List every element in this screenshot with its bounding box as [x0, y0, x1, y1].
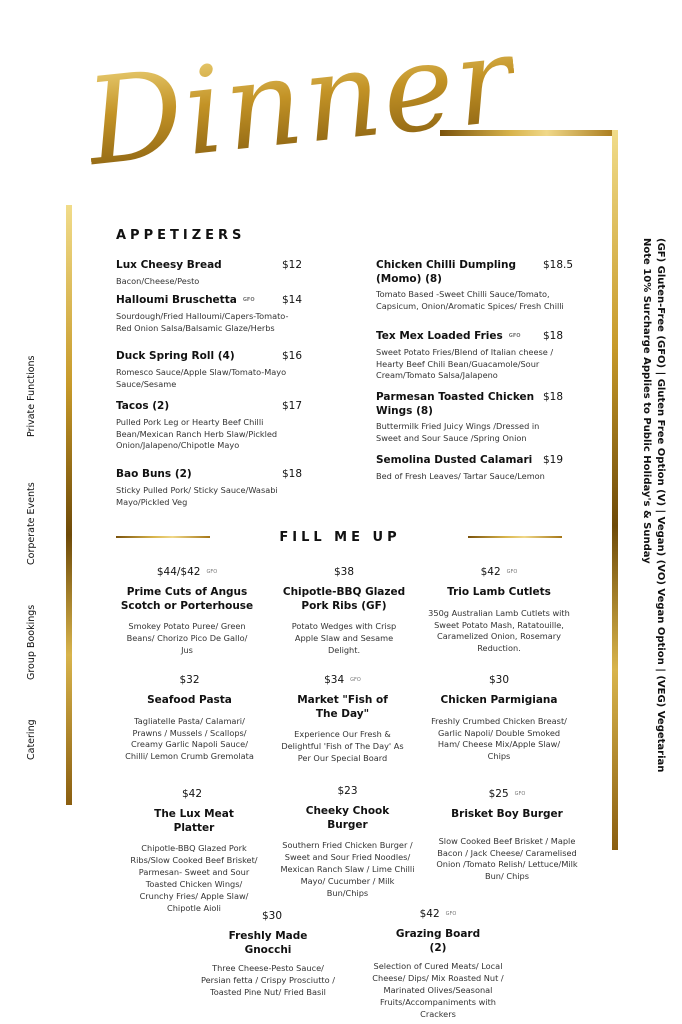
item-desc: Bacon/Cheese/Pesto: [116, 275, 200, 286]
item-desc: Experience Our Fresh & Delightful 'Fish of The Day' As Per Our Special Board: [281, 729, 404, 764]
item-price: $18: [282, 468, 303, 480]
main-item: [428, 674, 570, 763]
page-title: Dinner: [80, 10, 522, 194]
dietary-legend: [640, 238, 667, 772]
appetizer-item: [376, 330, 566, 382]
main-item: [130, 788, 258, 915]
item-desc: Three Cheese-Pesto Sauce/ Persian fetta / Crispy Prosciutto / Toasted Pine Nut/ Fried Basil: [201, 963, 335, 998]
appetizer-item: [376, 391, 566, 445]
gfo-tag: GFO: [206, 569, 218, 575]
item-price: $18: [543, 330, 564, 342]
item-price: $30: [488, 674, 510, 686]
item-price: $19: [543, 454, 564, 466]
item-desc: Sourdough/Fried Halloumi/Capers-Tomato-Red Onion Salsa/Balsamic Glaze/Herbs: [116, 310, 289, 333]
gfo-tag: GFO: [350, 677, 361, 683]
left-gold-bar: [66, 205, 72, 805]
appetizer-item: [116, 350, 301, 390]
item-price: $34: [324, 674, 345, 686]
item-name: Lux Cheesy Bread: [116, 259, 222, 271]
item-price: $14: [282, 294, 303, 306]
item-price: $44/$42: [156, 566, 201, 578]
gfo-tag: GFO: [506, 569, 518, 575]
item-desc: Buttermilk Fried Juicy Wings /Dressed in Sweet and Sour Sauce /Spring Onion: [376, 421, 540, 444]
item-desc: Tagliatelle Pasta/ Calamari/ Prawns / Mussels / Scallops/ Creamy Garlic Napoli Sauce/ Chilli/ Lemon Crumb Gremolata: [125, 715, 254, 762]
item-desc: Bed of Fresh Leaves/ Tartar Sauce/Lemon: [376, 470, 545, 481]
item-price: $42: [419, 908, 440, 920]
item-desc: Southern Fried Chicken Burger / Sweet and Sour Fried Noodles/ Mexican Ranch Slaw / Lime Chilli Mayo/ Cucumber / Milk Bun/Chips: [280, 840, 415, 898]
item-name: Seafood Pasta: [147, 694, 232, 706]
item-desc: Tomato Based -Sweet Chilli Sauce/Tomato, Capsicum, Onion/Aromatic Spices/ Fresh Chilli: [376, 289, 564, 312]
main-item: [433, 788, 581, 883]
gfo-tag: GFO: [445, 911, 457, 917]
item-desc: Sticky Pulled Pork/ Sticky Sauce/Wasabi Mayo/Pickled Veg: [116, 484, 278, 507]
gfo-tag: GFO: [514, 791, 526, 797]
item-price: $18.5: [543, 259, 574, 271]
item-name: The Lux Meat Platter: [154, 808, 234, 834]
main-item: [117, 566, 257, 657]
appetizer-item: [116, 468, 301, 508]
item-price: $32: [179, 674, 200, 686]
item-name-row: [376, 330, 566, 344]
item-desc: Potato Wedges with Crisp Apple Slaw and Sesame Delight.: [291, 621, 397, 656]
item-price: $30: [261, 910, 282, 922]
item-name: Duck Spring Roll (4): [116, 350, 235, 362]
side-item-group-bookings: Group Bookings: [26, 604, 37, 680]
main-item: [268, 566, 420, 657]
item-name: Tex Mex Loaded Fries: [376, 330, 503, 342]
item-name: Semolina Dusted Calamari: [376, 454, 533, 466]
item-desc: Freshly Crumbed Chicken Breast/ Garlic Napoli/ Double Smoked Ham/ Cheese Mix/Apple Slaw/ Chips: [431, 715, 567, 762]
appetizer-item: [116, 294, 301, 334]
appetizers-heading: APPETIZERS: [116, 228, 246, 243]
price-row: [424, 566, 574, 578]
item-desc: Selection of Cured Meats/ Local Cheese/ Dips/ Mix Roasted Nut / Marinated Olives/Seasonal Fruits/Accompaniments with Crackers: [372, 961, 504, 1019]
item-price: $42: [182, 788, 203, 800]
price-row: [117, 566, 257, 578]
item-name: Bao Buns (2): [116, 468, 192, 480]
item-name: Halloumi Bruschetta: [116, 294, 237, 306]
item-name: Chipotle-BBQ Glazed Pork Ribs (GF): [282, 586, 406, 612]
side-item-private-functions: Private Functions: [26, 355, 37, 437]
divider-right: [468, 536, 562, 538]
item-name: Grazing Board (2): [395, 928, 481, 954]
item-price: $17: [282, 400, 303, 412]
main-item: [122, 674, 257, 763]
item-desc: 350g Australian Lamb Cutlets with Sweet Potato Mash, Ratatouille, Caramelized Onion, Rosemary Reduction.: [428, 607, 570, 654]
divider-left: [116, 536, 210, 538]
side-item-catering: Catering: [26, 719, 37, 760]
item-price: $12: [282, 259, 303, 271]
item-name: Freshly Made Gnocchi: [228, 930, 308, 956]
item-name-row: [116, 294, 301, 308]
price-row: [365, 908, 511, 920]
item-name: Chicken Chilli Dumpling (Momo) (8): [376, 259, 517, 285]
item-name: Brisket Boy Burger: [451, 808, 563, 820]
item-name: Chicken Parmigiana: [440, 694, 558, 706]
item-price: $42: [480, 566, 501, 578]
item-name: Trio Lamb Cutlets: [447, 586, 551, 598]
item-price: $25: [488, 788, 509, 800]
side-item-corporate-events: Corperate Events: [26, 482, 37, 565]
item-price: $23: [337, 785, 358, 797]
main-item: [365, 908, 511, 1021]
item-name: Parmesan Toasted Chicken Wings (8): [376, 391, 535, 417]
item-desc: Chipotle-BBQ Glazed Pork Ribs/Slow Cooked Beef Brisket/ Parmesan- Sweet and Sour Toasted Chicken Wings/ Crunchy Fries/ Apple Slaw/ Chipotle Aioli: [130, 843, 258, 913]
surcharge-note: Note 10% Surcharge Applies to Public Holiday's & Sunday: [641, 238, 653, 564]
main-item: [280, 785, 415, 900]
item-desc: Romesco Sauce/Apple Slaw/Tomato-Mayo Sauce/Sesame: [116, 366, 287, 389]
item-desc: Sweet Potato Fries/Blend of Italian cheese / Hearty Beef Chili Bean/Guacamole/Sour Cream/Tomato Salsa/Jalapeno: [376, 346, 554, 381]
item-price: $38: [333, 566, 355, 578]
appetizer-item: [116, 400, 301, 452]
item-name: Prime Cuts of Angus Scotch or Porterhouse: [120, 586, 254, 612]
appetizer-item: [116, 259, 301, 288]
item-name: Market "Fish of The Day": [297, 694, 388, 720]
price-row: [275, 674, 410, 686]
gfo-tag: GFO: [508, 332, 521, 339]
item-price: $18: [543, 391, 564, 403]
right-gold-bar: [612, 130, 618, 850]
main-item: [424, 566, 574, 655]
dietary-legend-line: (GF) Gluten-Free (GFO) | Gluten Free Option (V) | Vegan) (VO) Vegan Option | (VEG) Vegetarian: [655, 238, 666, 773]
appetizer-item: [376, 454, 566, 483]
item-name: Tacos (2): [116, 400, 170, 412]
gfo-tag: GFO: [242, 296, 255, 303]
fill-me-up-heading: FILL ME UP: [279, 530, 401, 545]
item-desc: Smokey Potato Puree/ Green Beans/ Chorizo Pico De Gallo/ Jus: [126, 621, 248, 656]
item-name: Cheeky Chook Burger: [305, 805, 390, 831]
main-item: [198, 910, 338, 999]
item-desc: Pulled Pork Leg or Hearty Beef Chilli Bean/Mexican Ranch Herb Slaw/Pickled Onion/Jalapeno/Chipotle Mayo: [116, 416, 278, 451]
appetizer-item: [376, 259, 566, 313]
item-desc: Slow Cooked Beef Brisket / Maple Bacon / Jack Cheese/ Caramelised Onion /Tomato Relish/ Lettuce/Milk Bun/ Chips: [436, 835, 578, 882]
main-item: [275, 674, 410, 765]
item-price: $16: [282, 350, 303, 362]
price-row: [433, 788, 581, 800]
